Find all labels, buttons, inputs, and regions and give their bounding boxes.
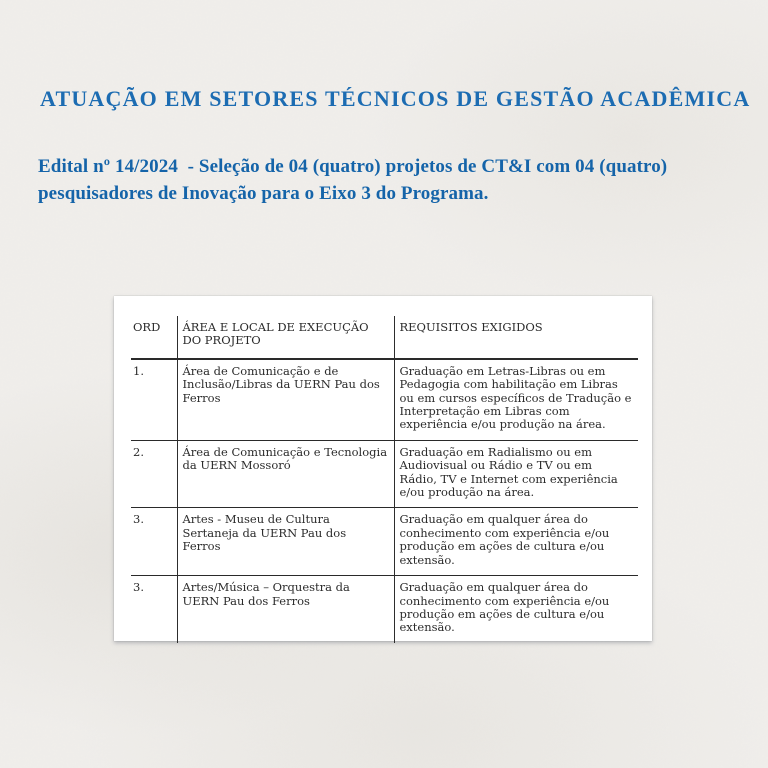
cell-requisitos: Graduação em qualquer área do conhecimento com experiência e/ou produção em ações de cultura e/ou extensão. — [394, 576, 638, 643]
cell-area: Área de Comunicação e Tecnologia da UERN Mossoró — [177, 440, 394, 508]
cell-requisitos: Graduação em qualquer área do conhecimento com experiência e/ou produção em ações de cultura e/ou extensão. — [394, 508, 638, 576]
cell-ord: 3. — [133, 580, 144, 595]
page-title: ATUAÇÃO EM SETORES TÉCNICOS DE GESTÃO ACADÊMICA — [40, 86, 751, 111]
cell-requisitos: Graduação em Letras-Libras ou em Pedagogia com habilitação em Libras ou em cursos específicos de Tradução e Interpretação em Libras com experiência e/ou produção na área. — [394, 359, 638, 441]
header-requisitos: REQUISITOS EXIGIDOS — [394, 316, 638, 359]
cell-area: Área de Comunicação e de Inclusão/Libras da UERN Pau dos Ferros — [177, 359, 394, 441]
cell-ord: 1. — [131, 359, 177, 441]
edital-subtitle: Edital nº 14/2024 - Seleção de 04 (quatro) projetos de CT&I com 04 (quatro) pesquisadores de Inovação para o Eixo 3 do Programa. — [38, 156, 673, 204]
cell-area: Artes - Museu de Cultura Sertaneja da UERN Pau dos Ferros — [177, 508, 394, 576]
cell-ord: 2. — [131, 440, 177, 508]
table-row — [131, 440, 638, 508]
table-card — [114, 296, 652, 641]
table-row — [131, 508, 638, 576]
header-area-local: ÁREA E LOCAL DE EXECUÇÃO DO PROJETO — [177, 316, 394, 359]
table-row — [131, 359, 638, 441]
cell-area: Artes/Música – Orquestra da UERN Pau dos Ferros — [177, 576, 394, 643]
projects-table — [131, 316, 638, 643]
header-ord: ORD — [131, 316, 177, 359]
table-header-row — [131, 316, 638, 359]
cell-requisitos: Graduação em Radialismo ou em Audiovisual ou Rádio e TV ou em Rádio, TV e Internet com experiência e/ou produção na área. — [394, 440, 638, 508]
table-row — [131, 576, 638, 643]
cell-ord: 3. — [131, 508, 177, 576]
